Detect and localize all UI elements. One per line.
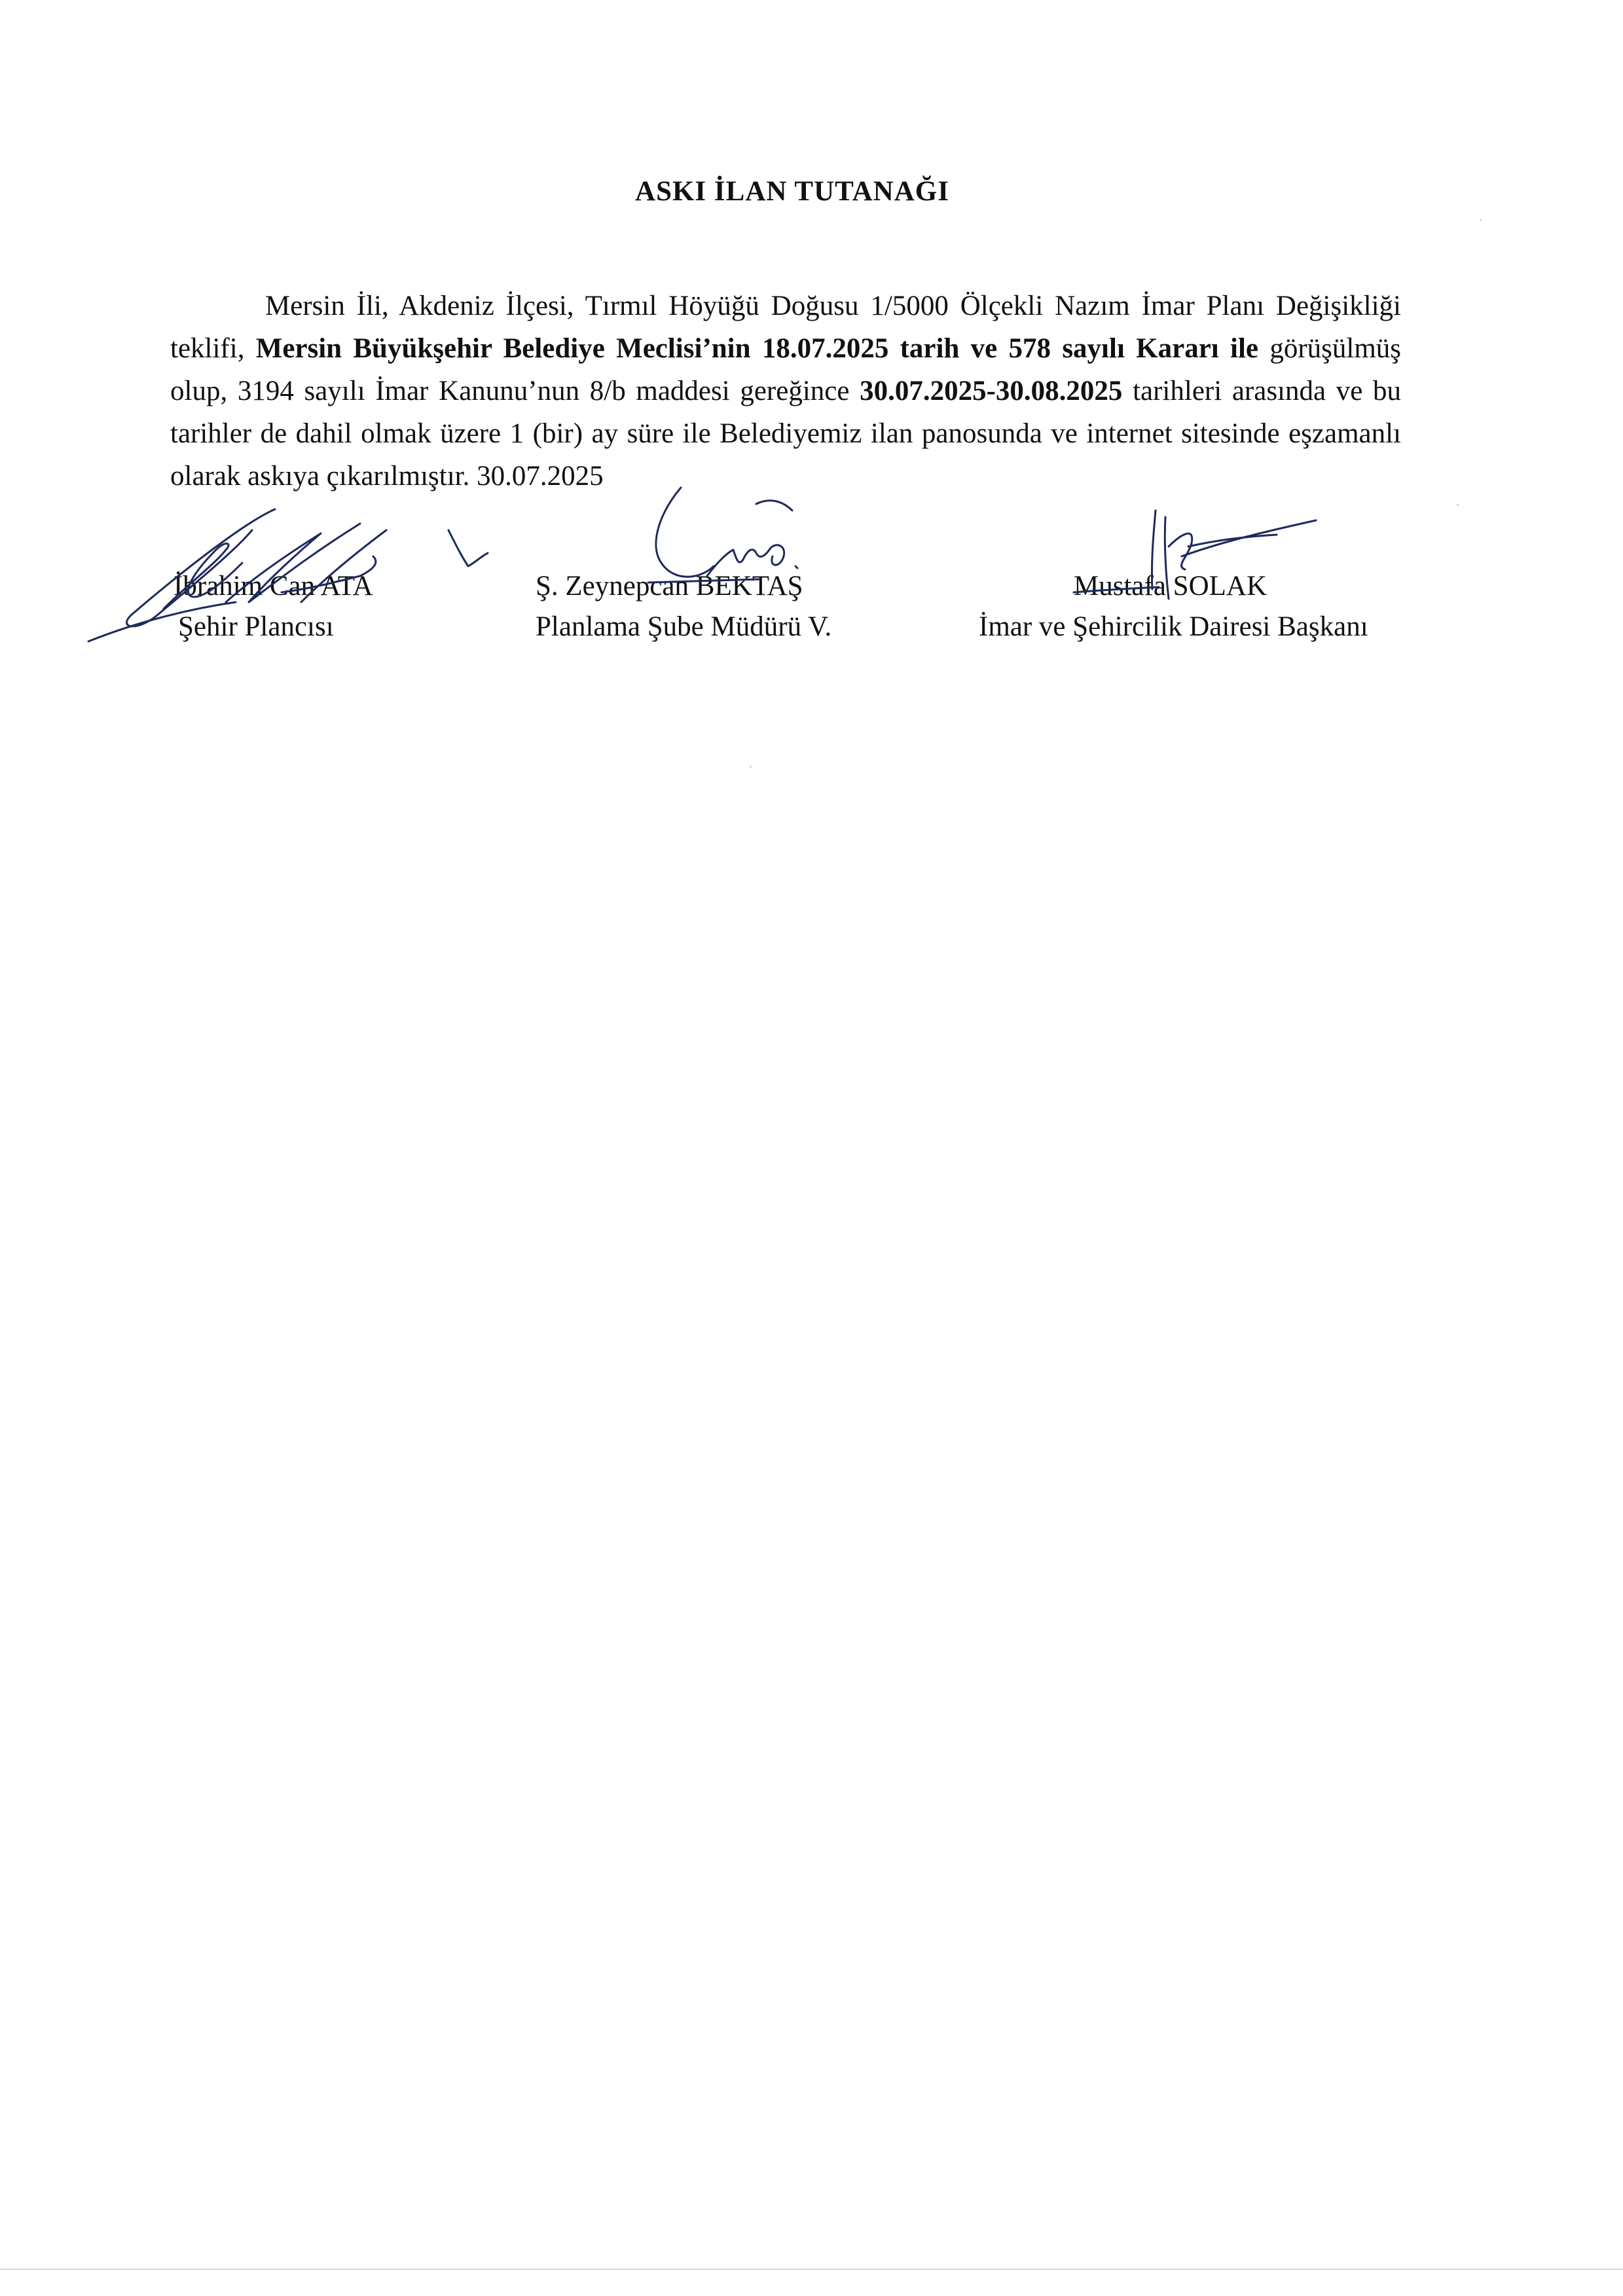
scan-speck [1480,219,1482,221]
scan-speck [750,766,752,768]
signatory-3-title: İmar ve Şehircilik Dairesi Başkanı [979,611,1368,642]
signatory-2-title: Planlama Şube Müdürü V. [536,611,832,642]
page-bottom-edge [0,2269,1623,2270]
paragraph-bold-decision: Mersin Büyükşehir Belediye Meclisi’nin 18.07.2025 tarih ve 578 sayılı Kararı ile [255,333,1259,364]
paragraph-text-1: Mersin İli, Akdeniz İlçesi, Tırmıl Höyüğü Doğusu 1/5000 Ölçekli Nazım İmar Planı Değişikliği teklifi, [170,291,1401,364]
announcement-paragraph [170,285,1401,497]
signatory-1-title: Şehir Plancısı [178,611,334,642]
paragraph-bold-dates: 30.07.2025-30.08.2025 [860,376,1123,406]
document-title: ASKI İLAN TUTANAĞI [635,176,949,207]
signatory-2-name: Ş. Zeynepcan BEKTAŞ [536,571,803,601]
signatory-1-name: İbrahim Can ATA [173,571,373,601]
paragraph-text-2: görüşülmüş olup, 3194 sayılı İmar Kanunu’nun 8/b maddesi gereğince [170,333,1401,406]
signatory-3-name: Mustafa SOLAK [1074,571,1267,601]
paragraph-text-3: tarihleri arasında ve bu tarihler de dahil olmak üzere 1 (bir) ay süre ile Belediyemiz ilan panosunda ve internet sitesinde eşzamanlı olarak askıya çıkarılmıştır. 30.07.2025 [170,376,1401,492]
signatory-2 [536,566,831,647]
scan-speck [1457,504,1459,506]
signatory-1 [173,566,373,647]
signatory-3 [979,566,1368,647]
